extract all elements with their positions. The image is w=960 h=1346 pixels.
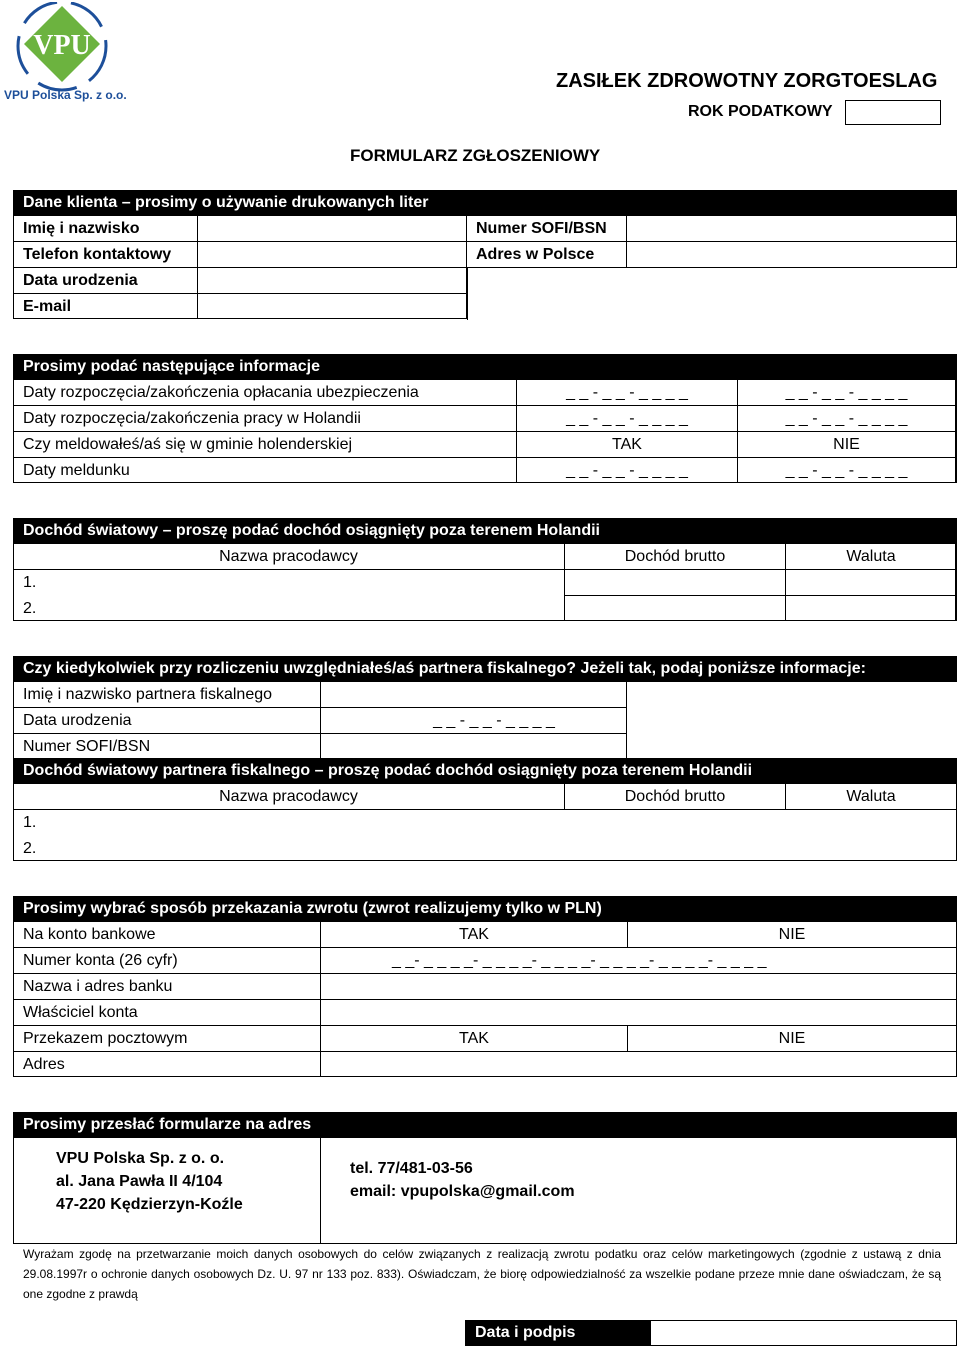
postal-address-label: Adres — [23, 1056, 65, 1073]
client-address-field[interactable] — [627, 242, 956, 267]
partner-employer-header: Nazwa pracodawcy — [219, 788, 358, 805]
client-sofi-field[interactable] — [627, 216, 956, 241]
send-phone: tel. 77/481-03-56 — [350, 1160, 473, 1177]
income-gross-header: Dochód brutto — [624, 548, 726, 565]
income-employer-header: Nazwa pracodawcy — [219, 548, 358, 565]
income-header: Dochód światowy – proszę podać dochód osiągnięty poza terenem Holandii — [13, 518, 957, 544]
partner-birth-label: Data urodzenia — [23, 712, 132, 729]
partner-income-row-2-label: 2. — [23, 840, 37, 857]
signature-field[interactable] — [650, 1320, 957, 1346]
send-company: VPU Polska Sp. z o. o. — [56, 1150, 225, 1167]
income-row-2-label: 2. — [23, 600, 37, 617]
partner-income-row-1-label: 1. — [23, 814, 37, 831]
insurance-end-field[interactable]: _ _ - _ _ - _ _ _ _ — [785, 384, 908, 401]
tax-year-label: ROK PODATKOWY — [688, 103, 833, 120]
page-title: ZASIŁEK ZDROWOTNY ZORGTOESLAG — [556, 70, 938, 92]
client-email-label: E-mail — [23, 298, 72, 315]
client-name-field[interactable] — [198, 216, 465, 241]
work-dates-label: Daty rozpoczęcia/zakończenia pracy w Holandii — [23, 410, 361, 427]
bank-name-label: Nazwa i adres banku — [23, 978, 173, 995]
partner-birth-field[interactable]: _ _ - _ _ - _ _ _ _ — [433, 712, 555, 729]
send-street: al. Jana Pawła II 4/104 — [56, 1173, 223, 1190]
client-name-label: Imię i nazwisko — [23, 220, 140, 237]
partner-name-label: Imię i nazwisko partnera fiskalnego — [23, 686, 273, 703]
account-number-field[interactable]: _ _- _ _ _ _- _ _ _ _- _ _ _ _- _ _ _ _- _ _ _ _- _ _ _ _ — [392, 952, 767, 969]
account-owner-label: Właściciel konta — [23, 1004, 138, 1021]
client-birth-field[interactable] — [198, 268, 465, 293]
registered-yes-option[interactable]: TAK — [612, 436, 642, 453]
partner-gross-header: Dochód brutto — [624, 788, 726, 805]
bank-transfer-label: Na konto bankowe — [23, 926, 156, 943]
postal-order-yes-option[interactable]: TAK — [459, 1030, 489, 1047]
postal-order-no-option[interactable]: NIE — [778, 1030, 806, 1047]
insurance-dates-label: Daty rozpoczęcia/zakończenia opłacania ubezpieczenia — [23, 384, 419, 401]
consent-text: Wyrażam zgodę na przetwarzanie moich danych osobowych do celów związanych z realizacją zwrotu podatku oraz celów marketingowych (zgodnie z ustawą z dnia 29.08.1997r o ochronie danych osobowych Dz. U. 97 nr 133 poz. 833). Oświadczam, że biorę odpowiedzialność za wszelkie podane przeze mnie dane oświadczam, że są one zgodne z prawdą — [23, 1247, 941, 1301]
logo-mark: VPU — [33, 30, 91, 61]
refund-header: Prosimy wybrać sposób przekazania zwrotu (zwrot realizujemy tylko w PLN) — [13, 896, 957, 922]
client-phone-label: Telefon kontaktowy — [23, 246, 172, 263]
partner-income-header: Dochód światowy partnera fiskalnego – proszę podać dochód osiągnięty poza terenem Holandii — [13, 758, 957, 784]
client-birth-label: Data urodzenia — [23, 272, 138, 289]
work-end-field[interactable]: _ _ - _ _ - _ _ _ _ — [785, 410, 908, 427]
account-owner-field[interactable] — [321, 1000, 956, 1025]
tax-year-field[interactable] — [845, 100, 941, 125]
bank-transfer-no-option[interactable]: NIE — [778, 926, 806, 943]
partner-question: Czy kiedykolwiek przy rozliczeniu uwzględniałeś/aś partnera fiskalnego? Jeżeli tak, podaj poniższe informacje: — [13, 656, 957, 682]
registered-no-option[interactable]: NIE — [833, 436, 860, 453]
partner-currency-header: Waluta — [846, 788, 896, 805]
bank-transfer-yes-option[interactable]: TAK — [459, 926, 489, 943]
income-currency-header: Waluta — [846, 548, 896, 565]
signature-label: Data i podpis — [465, 1320, 651, 1346]
form-title: FORMULARZ ZGŁOSZENIOWY — [350, 146, 601, 165]
work-start-field[interactable]: _ _ - _ _ - _ _ _ _ — [566, 410, 688, 427]
client-address-label: Adres w Polsce — [476, 246, 595, 263]
client-sofi-label: Numer SOFI/BSN — [476, 220, 607, 237]
income-row-1-label: 1. — [23, 574, 37, 591]
bank-name-field[interactable] — [321, 974, 956, 999]
client-email-field[interactable] — [198, 294, 465, 319]
send-header: Prosimy przesłać formularze na adres — [13, 1112, 957, 1138]
logo-company: VPU Polska Sp. z o.o. — [4, 88, 127, 102]
account-number-label: Numer konta (26 cyfr) — [23, 952, 178, 969]
insurance-start-field[interactable]: _ _ - _ _ - _ _ _ _ — [566, 384, 688, 401]
partner-name-field[interactable] — [321, 682, 626, 707]
info-header: Prosimy podać następujące informacje — [13, 354, 957, 380]
postal-order-label: Przekazem pocztowym — [23, 1030, 188, 1047]
client-phone-field[interactable] — [198, 242, 465, 267]
client-header: Dane klienta – prosimy o używanie drukowanych liter — [13, 190, 957, 216]
send-city: 47-220 Kędzierzyn-Koźle — [56, 1196, 243, 1213]
partner-sofi-label: Numer SOFI/BSN — [23, 738, 151, 755]
registered-label: Czy meldowałeś/aś się w gminie holenderskiej — [23, 436, 353, 453]
partner-sofi-field[interactable] — [321, 734, 626, 759]
registration-end-field[interactable]: _ _ - _ _ - _ _ _ _ — [785, 462, 908, 479]
registration-start-field[interactable]: _ _ - _ _ - _ _ _ _ — [566, 462, 688, 479]
postal-address-field[interactable] — [321, 1052, 956, 1077]
registration-dates-label: Daty meldunku — [23, 462, 130, 479]
send-email: email: vpupolska@gmail.com — [350, 1183, 575, 1200]
